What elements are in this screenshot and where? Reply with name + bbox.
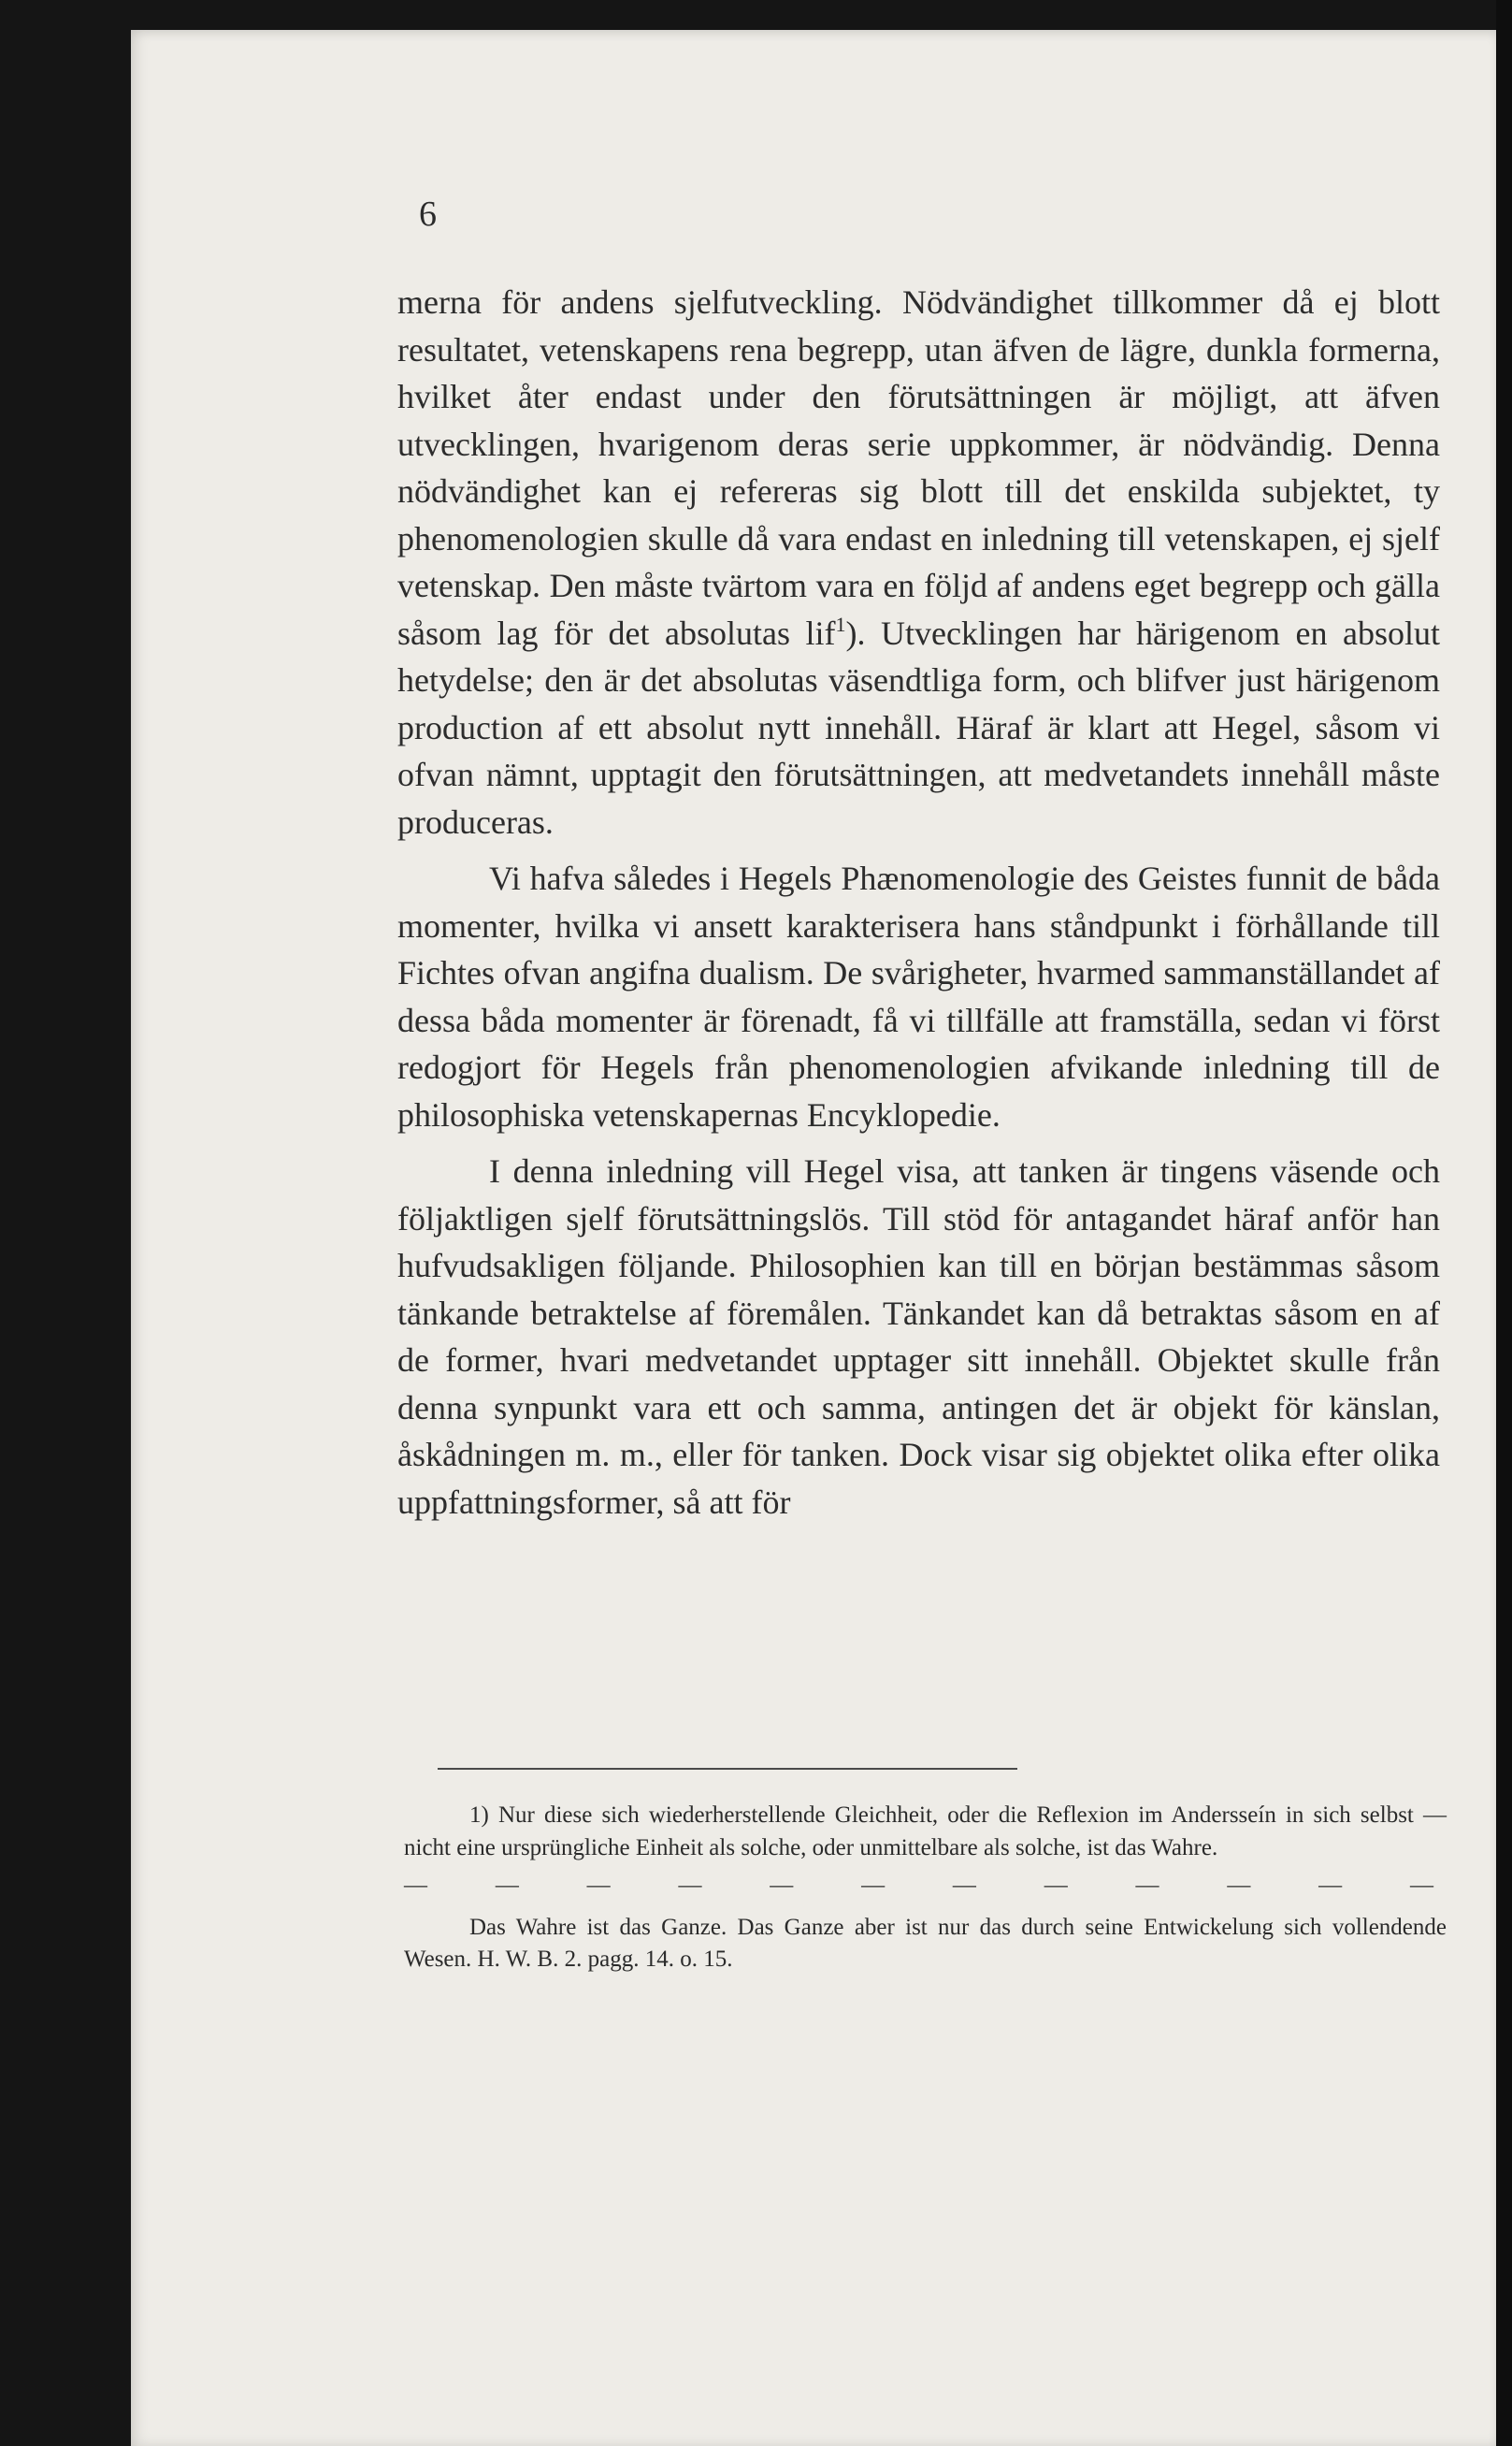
paragraph-1-continuation: ). Utvecklingen har härigenom en absolut hetydelse; den är det absolutas väsendtliga form, och blifver just härigenom production af ett absolut nytt innehåll. Häraf är klart att Hegel, såsom vi ofvan nämnt, upptagit den förutsättningen, att medvetandets innehåll måste produceras. bbox=[397, 614, 1440, 841]
page-number: 6 bbox=[419, 195, 437, 234]
footnote-separator bbox=[438, 1768, 1017, 1770]
paragraph-2: Vi hafva således i Hegels Phænomenologie des Geistes funnit de båda momenter, hvilka vi ansett karakterisera hans ståndpunkt i förhållande till Fichtes ofvan angifna dualism. De svårigheter, hvarmed sammanställandet af dessa båda momenter är förenadt, få vi tillfälle att framställa, sedan vi först redogjort för Hegels från phenomenologien afvikande inledning till de philosophiska vetenskapernas Encyklopedie. bbox=[397, 860, 1440, 1134]
footnotes bbox=[404, 1800, 1447, 1976]
paragraph-1-text: merna för andens sjelfutveckling. Nödvändighet tillkommer då ej blott resultatet, vetenskapens rena begrepp, utan äfven de lägre, dunkla formerna, hvilket åter endast under den förutsättningen är möjligt, att äfven utvecklingen, hvarigenom deras serie uppkommer, är nödvändig. Denna nödvändighet kan ej refereras sig blott till det enskilda subjektet, ty phenomenologien skulle då vara endast en inledning till vetenskapen, ej sjelf vetenskap. Den måste tvärtom vara en följd af andens eget begrepp och gälla såsom lag för det absolutas lif bbox=[397, 283, 1440, 652]
footnote-1-continuation: Das Wahre ist das Ganze. Das Ganze aber ist nur das durch seine Entwickelung sich vollendende Wesen. H. W. B. 2. pagg. 14. o. 15. bbox=[404, 1914, 1447, 1972]
footnote-1: 1) Nur diese sich wiederherstellende Gleichheit, oder die Reflexion im Andersseín in sich selbst — nicht eine ursprüngliche Einheit als solche, oder unmittelbare als solche, ist das Wahre. bbox=[404, 1802, 1447, 1860]
footnote-dash-divider: — — — — — — — — — — — — bbox=[404, 1873, 1447, 1898]
main-text bbox=[397, 279, 1440, 1526]
page-edge-shadow bbox=[1496, 0, 1512, 2446]
footnote-reference: 1 bbox=[835, 612, 846, 636]
paragraph-1 bbox=[397, 279, 1440, 846]
paragraph-3: I denna inledning vill Hegel visa, att tanken är tingens väsende och följaktligen sjelf förutsättningslös. Till stöd för antagandet häraf anför han hufvudsakligen följande. Philosophien kan till en början bestämmas såsom tänkande betraktelse af föremålen. Tänkandet kan då betraktas såsom en af de former, hvari medvetandet upptager sitt innehåll. Objektet skulle från denna synpunkt vara ett och samma, antingen det är objekt för känslan, åskådningen m. m., eller för tanken. Dock visar sig objektet olika efter olika uppfattningsformer, så att för bbox=[397, 1152, 1440, 1521]
